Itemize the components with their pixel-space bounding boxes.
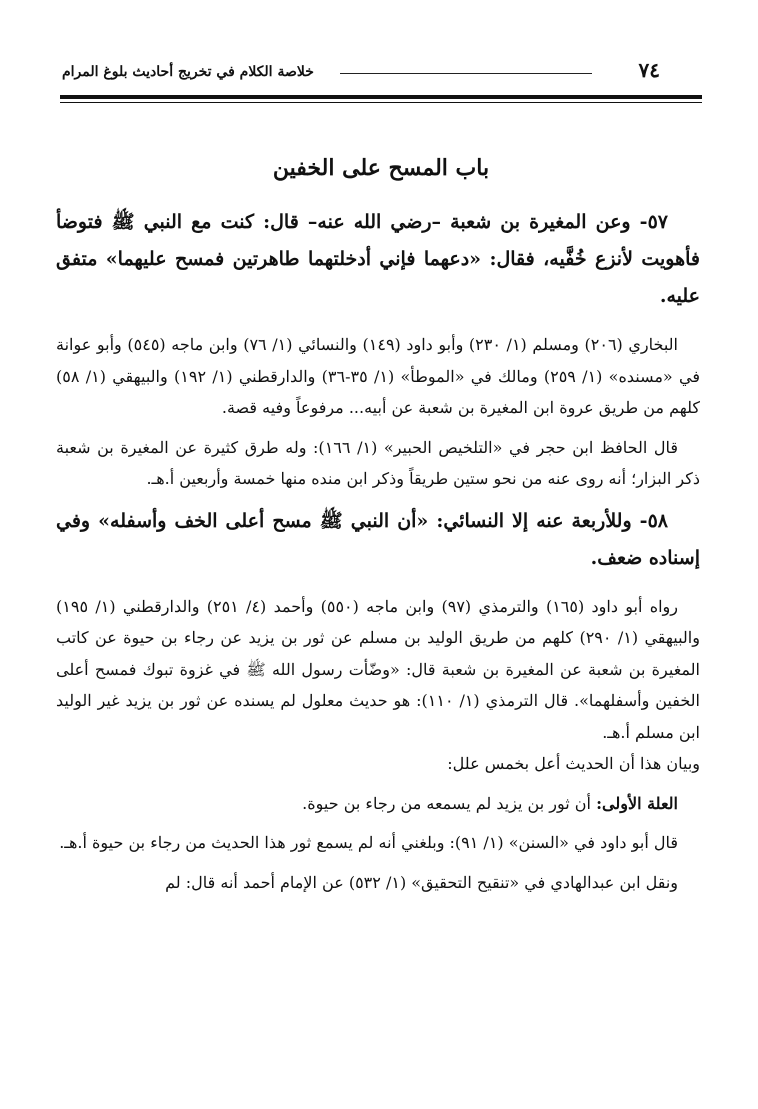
header-rule-thin xyxy=(60,102,702,103)
running-title: خلاصة الكلام في تخريج أحاديث بلوغ المرام xyxy=(62,64,314,80)
header-dash-line xyxy=(340,73,592,74)
illa-1-paragraph xyxy=(56,788,700,820)
illa-1-lead: العلة الأولى: xyxy=(596,793,678,813)
illa-1-text: أن ثور بن يزيد لم يسمعه من رجاء بن حيوة. xyxy=(302,793,597,813)
hadith-58-text: ٥٨- وللأربعة عنه إلا النسائي: «أن النبي ﷺ مسح أعلى الخف وأسفله» وفي إسناده ضعف. xyxy=(56,509,700,569)
takhrij-57-ibn-hajar: قال الحافظ ابن حجر في «التلخيص الحبير» (١/ ١٦٦): وله طرق كثيرة عن المغيرة بن شعبة ذكر البزار؛ أنه روى عنه من نحو ستين طريقاً وذكر ابن منده منها خمسة وأربعين أ.هـ. xyxy=(56,437,700,488)
chapter-title: باب المسح على الخفين xyxy=(272,155,490,181)
page-body xyxy=(56,204,700,906)
header-rule-thick xyxy=(60,95,702,99)
takhrij-58-sources: رواه أبو داود (١٦٥) والترمذي (٩٧) وابن ماجه (٥٥٠) وأحمد (٤/ ٢٥١) والدارقطني (١/ ١٩٥) والبيهقي (١/ ٢٩٠) كلهم من طريق الوليد بن مسلم عن ثور بن يزيد عن رجاء بن حيوة عن كاتب المغيرة بن شعبة عن المغيرة بن شعبة قال: «وضّأت رسول الله ﷺ في غزوة تبوك فمسح أعلى الخفين وأسفلهما». قال الترمذي (١/ ١١٠): هو حديث معلول لم يسنده عن ثور بن يزيد غير الوليد ابن مسلم أ.هـ. xyxy=(56,596,700,742)
takhrij-58-illal-intro: وبيان هذا أن الحديث أعل بخمس علل: xyxy=(447,754,700,773)
abu-dawud-quote: قال أبو داود في «السنن» (١/ ٩١): وبلغني أنه لم يسمع ثور هذا الحديث من رجاء بن حيوة أ.هـ. xyxy=(59,833,678,852)
hadith-57-text: ٥٧- وعن المغيرة بن شعبة –رضي الله عنه– قال: كنت مع النبي ﷺ فتوضأ فأهويت لأنزع خُفَّيه، فقال: «دعهما فإني أدخلتهما طاهرتين فمسح عليهما» متفق عليه. xyxy=(56,211,700,307)
ibn-abdulhadi-quote: ونقل ابن عبدالهادي في «تنقيح التحقيق» (١/ ٥٣٢) عن الإمام أحمد أنه قال: لم xyxy=(165,872,678,892)
takhrij-57-sources: البخاري (٢٠٦) ومسلم (١/ ٢٣٠) وأبو داود (١٤٩) والنسائي (١/ ٧٦) وابن ماجه (٥٤٥) وأبو عوانة في «مسنده» (١/ ٢٥٩) ومالك في «الموطأ» (١/ ٣٥-٣٦) والدارقطني (١/ ١٩٢) والبيهقي (١/ ٥٨) كلهم من طريق عروة ابن المغيرة بن شعبة عن أبيه... مرفوعاً وفيه قصة. xyxy=(56,335,700,417)
page-number: ٧٤ xyxy=(638,58,660,82)
